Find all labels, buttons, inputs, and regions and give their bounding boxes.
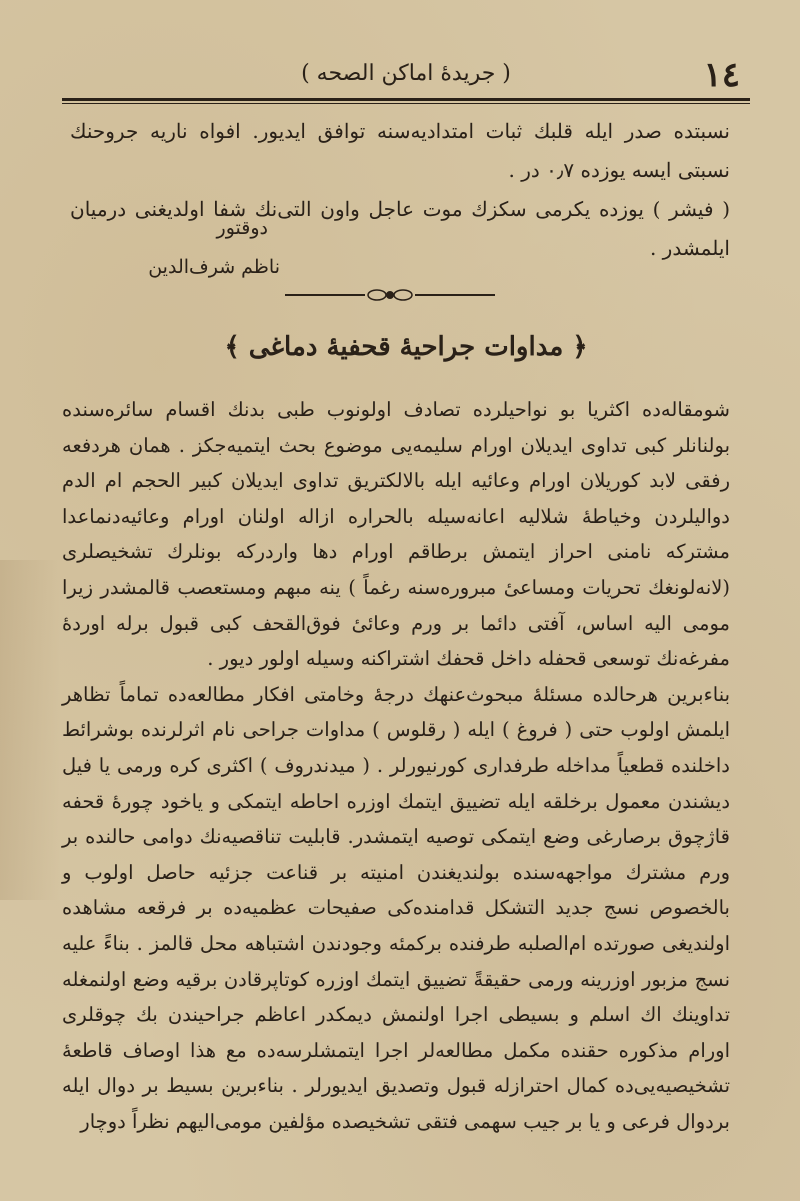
running-title: ( جريدهٔ اماكن الصحه ) [301, 61, 511, 86]
body-paragraph: بناءبرین هرحالده مسئلهٔ مبحوث‌عنهك درجهٔ وخامتی افکار مطالعه‌ده تماماً تظاهر ایلمش اولوب حتی ( فروغ ) ایله ( رقلوس ) مداوات جراحی نام اثرلرنده بوشرائط داخلنده قطعیاً مداخله طرفداری کورنیورلر . ( میدندروف ) اکثری کره ورمی یا فیل دیشندن معمول برخلقه ایله تضییق ایتمك اوزره احاطه ایتمکی و یاخود چورهٔ قحفه قاژچوق برصارغی وضع ایتمکی توصیه ایتمشدر. قابلیت تناقصیه‌نك دوامی حالنده بر ورم مشترك مواجهه‌سنده بولندیغندن امنیته بر قناعت جزئیه حاصل اولوب و بالخصوص نسج جدید التشکل قدامنده‌کی صفیحات عظمیه‌ده بر فرقعه مشاهده اولندیغی صورتده ام‌الصلبه طرفنده برکمئه وجودندن اشتباهه محل قالمز . بناءً علیه نسج مزبور اوزرینه ورمی حقیقةً تضییق ایتمك اوزره کوتاپرقادن برقیه وضع اولنمغله تداوینك اك اسلم و بسیطی اجرا اولنمش دیمکدر اعاظم جراحیندن بك چوقلری اورام مذکوره حقنده مکمل مطالعه‌لر اجرا ایتمشلرسه‌ده مع هذا اوصاف قاطعهٔ تشخیصیه‌یی‌ده کمال احترازله قبول وتصدیق ایدیورلر . بناءبرین بسیط بر دوال ایله بردوال فرعی و یا بر جیب سهمی فتقی تشخیصده مؤلفین مومی‌الیهم نظراً دوچار [62, 682, 730, 1133]
signature-name: ناظم شرف‌الدین [148, 256, 280, 278]
header-rule [62, 98, 750, 104]
signature-title: دوقتور [216, 217, 268, 239]
paper-stain [0, 560, 60, 900]
section-title: ﴿ مداوات جراحیهٔ قحفیهٔ دماغی ﴾ [224, 332, 588, 362]
section-body [62, 392, 730, 1139]
top-paragraph: نسبتده صدر ایله قلبك ثبات امتدادیه‌سنه توافق ایدیور. افواه ناریه جروحنك نسبتی ایسه یوزده ٠٫٧ در . [70, 119, 730, 182]
body-paragraph: شومقاله‌ده اکثریا بو نواحیلرده تصادف اولونوب طبی بدنك اقسام سائره‌سنده بولنانلر کبی تداوی ایدیلان اورام سلیمه‌یی موضوع بحث ایتمیه‌جکز . همان هردفعه رفقی لابد کوریلان اورام وعائیه ایله بالالکتریق تداوی ایدیلان کبیر الحجم ام الدم دوالیلردن وخیاطهٔ شلالیه اعانه‌سیله بالحراره ازاله اولنان اورام وعائیه‌دنماعدا مشترکه نامنی احراز ایتمش برطاقم اورام دها واردرکه بونلرك تشخیصلری (لانه‌لونغك تحریات ومساعیٔ مبروره‌سنه رغماً ) ینه مبهم ومستعصب قالمشدر زیرا مومی الیه اساس، آفتی دائما بر ورم وعائیٔ فوق‌القحف کبی قبول برله اوردهٔ مفرغه‌نك توسعی قحفله داخل قحفك اشتراکنه وسیله اولور دیور . [62, 398, 730, 671]
page-number: ١٤ [703, 55, 740, 95]
ornament-divider [285, 288, 495, 302]
page-header [62, 55, 750, 95]
top-paragraph: ( فیشر ) یوزده یکرمی سکزك موت عاجل واون التی‌نك شفا اولدیغنی درمیان ایلمشدر . [70, 197, 730, 260]
top-text-block [70, 112, 730, 268]
